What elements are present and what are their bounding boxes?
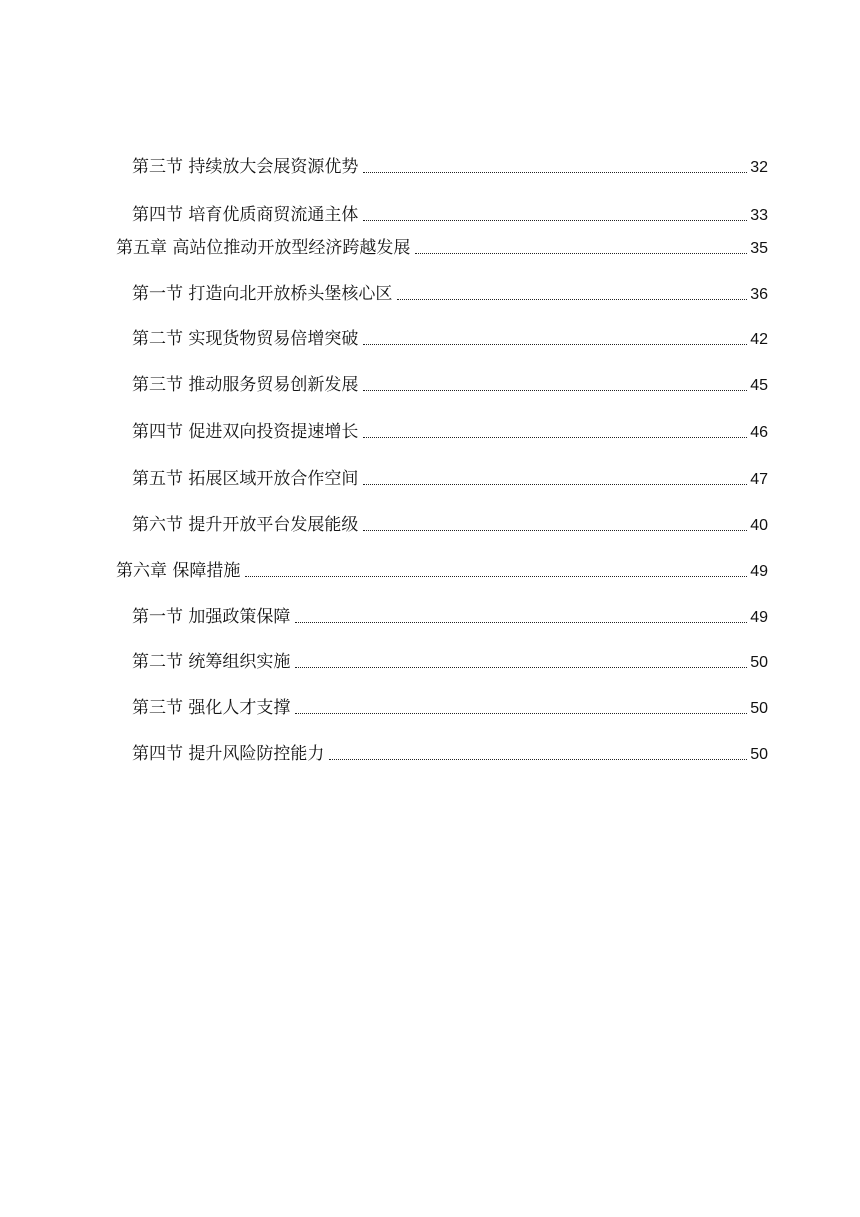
toc-page-number: 40 [750,517,768,534]
toc-entry-title: 第五节 拓展区域开放合作空间 [132,469,359,489]
toc-dot-leader [329,759,747,760]
toc-entry-title: 第二节 实现货物贸易倍增突破 [132,329,359,349]
toc-entry-title: 第二节 统筹组织实施 [132,652,291,672]
toc-entry-section[interactable] [132,419,768,445]
toc-entry-title: 第四节 促进双向投资提速增长 [132,422,359,442]
toc-entry-section[interactable] [132,326,768,352]
toc-entry-title: 第五章 高站位推动开放型经济跨越发展 [116,238,411,258]
toc-page-number: 36 [750,286,768,303]
toc-dot-leader [415,253,747,254]
toc-page-number: 45 [750,377,768,394]
toc-entry-title: 第四节 培育优质商贸流通主体 [132,205,359,225]
toc-entry-title: 第三节 推动服务贸易创新发展 [132,375,359,395]
toc-dot-leader [363,390,747,391]
toc-entry-section[interactable] [132,649,768,675]
toc-entry-section[interactable] [132,695,768,721]
toc-dot-leader [363,484,747,485]
toc-entry-section[interactable] [132,281,768,307]
toc-dot-leader [295,713,747,714]
toc-dot-leader [363,172,747,173]
toc-page-number: 50 [750,700,768,717]
toc-entry-chapter[interactable] [116,235,768,261]
toc-entry-chapter[interactable] [116,558,768,584]
toc-entry-title: 第一节 打造向北开放桥头堡核心区 [132,284,393,304]
toc-page-number: 50 [750,746,768,763]
toc-dot-leader [363,530,747,531]
toc-entry-section[interactable] [132,202,768,228]
toc-page-number: 49 [750,563,768,580]
toc-page-number: 42 [750,331,768,348]
toc-page-number: 49 [750,609,768,626]
toc-entry-title: 第一节 加强政策保障 [132,607,291,627]
toc-dot-leader [295,667,747,668]
toc-entry-section[interactable] [132,741,768,767]
toc-dot-leader [363,437,747,438]
toc-dot-leader [245,576,747,577]
toc-entry-section[interactable] [132,372,768,398]
toc-entry-title: 第三节 强化人才支撑 [132,698,291,718]
toc-entry-title: 第六章 保障措施 [116,561,241,581]
toc-entry-section[interactable] [132,466,768,492]
toc-page-number: 47 [750,471,768,488]
toc-entry-title: 第六节 提升开放平台发展能级 [132,515,359,535]
toc-dot-leader [363,220,747,221]
toc-dot-leader [295,622,747,623]
toc-entry-title: 第四节 提升风险防控能力 [132,744,325,764]
toc-page-number: 46 [750,424,768,441]
toc-entry-section[interactable] [132,604,768,630]
toc-page-number: 35 [750,240,768,257]
toc-entry-section[interactable] [132,512,768,538]
toc-page-number: 50 [750,654,768,671]
toc-page-number: 32 [750,159,768,176]
toc-entry-section[interactable] [132,154,768,180]
toc-dot-leader [363,344,747,345]
toc-page-number: 33 [750,207,768,224]
toc-entry-title: 第三节 持续放大会展资源优势 [132,157,359,177]
toc-dot-leader [397,299,747,300]
